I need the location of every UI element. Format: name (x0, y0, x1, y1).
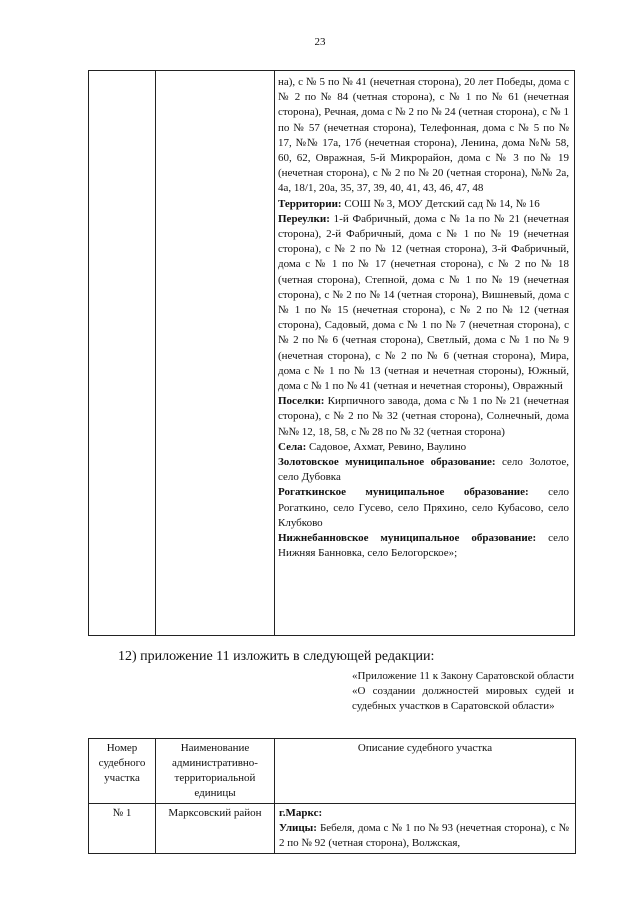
table-column-divider (155, 71, 156, 635)
court-districts-table (88, 738, 576, 854)
column-header-number: Номер судебного участка (89, 739, 156, 804)
page-number: 23 (314, 36, 326, 48)
appendix-heading: «Приложение 11 к Закону Саратовской области «О создании должностей мировых судей и судебных участков в Саратовской области» (352, 670, 574, 713)
description-paragraph: Нижнебанновское муниципальное образование: село Нижняя Банновка, село Белогорское»; (278, 532, 570, 560)
description-paragraph: Переулки: 1-й Фабричный, дома с № 1а по № 21 (нечетная сторона), 2-й Фабричный, дома с № 1 по № 19 (нечетная сторона), с № 2 по № 12 (четная сторона), 3-й Фабричный, дома с № 1 по № 17 (нечетная сторона), с № 2 по № 18 (четная сторона), Степной, дома с № 1 по № 19 (нечетная сторона), с № 2 по № 14 (четная сторона), Вишневый, дома с № 1 по № 15 (нечетная сторона), с № 2 по № 12 (четная сторона), Садовый, дома с № 1 по № 7 (нечетная сторона), с № 2 по № 6 (четная сторона), Светлый, дома с № 1 по № 9 (нечетная сторона), с № 2 по № 6 (четная сторона), Мира, дома с № 1 по № 13 (четная и нечетная стороны), Южный, дома с № 1 по № 41 (четная и нечетная стороны), Овражный (278, 212, 569, 393)
description-paragraph: Села: Садовое, Ахмат, Ревино, Ваулино (278, 440, 467, 453)
district-description-cell (274, 75, 575, 562)
description-paragraph: на), с № 5 по № 41 (нечетная сторона), 20 лет Победы, дома с № 2 по № 84 (четная сторона), с № 1 по № 61 (нечетная сторона), Речная, дома с № 2 по № 24 (четная сторона), с № 1 по № 57 (нечетная сторона), Телефонная, дома с № 5 по № 17, №№ 17а, 17б (нечетная сторона), Ленина, дома №№ 58, 60, 62, Овражная, 5-й Микрорайон, дома с № 3 по № 19 (нечетная сторона), с № 2 по № 20 (четная сторона), №№ 2а, 4а, 18/1, 20а, 35, 37, 39, 40, 41, 43, 46, 47, 48 (278, 76, 569, 195)
description-paragraph: Золотовское муниципальное образование: село Золотое, село Дубовка (278, 456, 569, 484)
table-row (89, 804, 576, 854)
district-number: № 1 (89, 804, 156, 854)
column-header-description: Описание судебного участка (275, 739, 576, 804)
district-description (275, 804, 576, 854)
description-paragraph: Поселки: Кирпичного завода, дома с № 1 по № 21 (нечетная сторона), с № 2 по № 32 (четная сторона), Солнечный, дома №№ 12, 18, 58, с № 28 по № 32 (четная сторона) (278, 395, 569, 438)
administrative-unit: Марксовский район (156, 804, 275, 854)
streets-text: Улицы: Бебеля, дома с № 1 по № 93 (нечетная сторона), с № 2 по № 92 (четная сторона), Волжская, (279, 822, 569, 849)
table-border-left (88, 71, 89, 635)
description-paragraph: Территории: СОШ № 3, МОУ Детский сад № 14, № 16 (278, 197, 540, 210)
city-name: г.Маркс: (279, 807, 323, 819)
table-header-row (89, 739, 576, 804)
description-paragraph: Рогаткинское муниципальное образование: село Рогаткино, село Гусево, село Пряхино, село Кубасово, село Клубково (278, 486, 569, 529)
amendment-instruction: 12) приложение 11 изложить в следующей редакции: (118, 649, 435, 664)
column-header-unit: Наименование административно-территориальной единицы (156, 739, 275, 804)
continuation-table (88, 70, 575, 636)
